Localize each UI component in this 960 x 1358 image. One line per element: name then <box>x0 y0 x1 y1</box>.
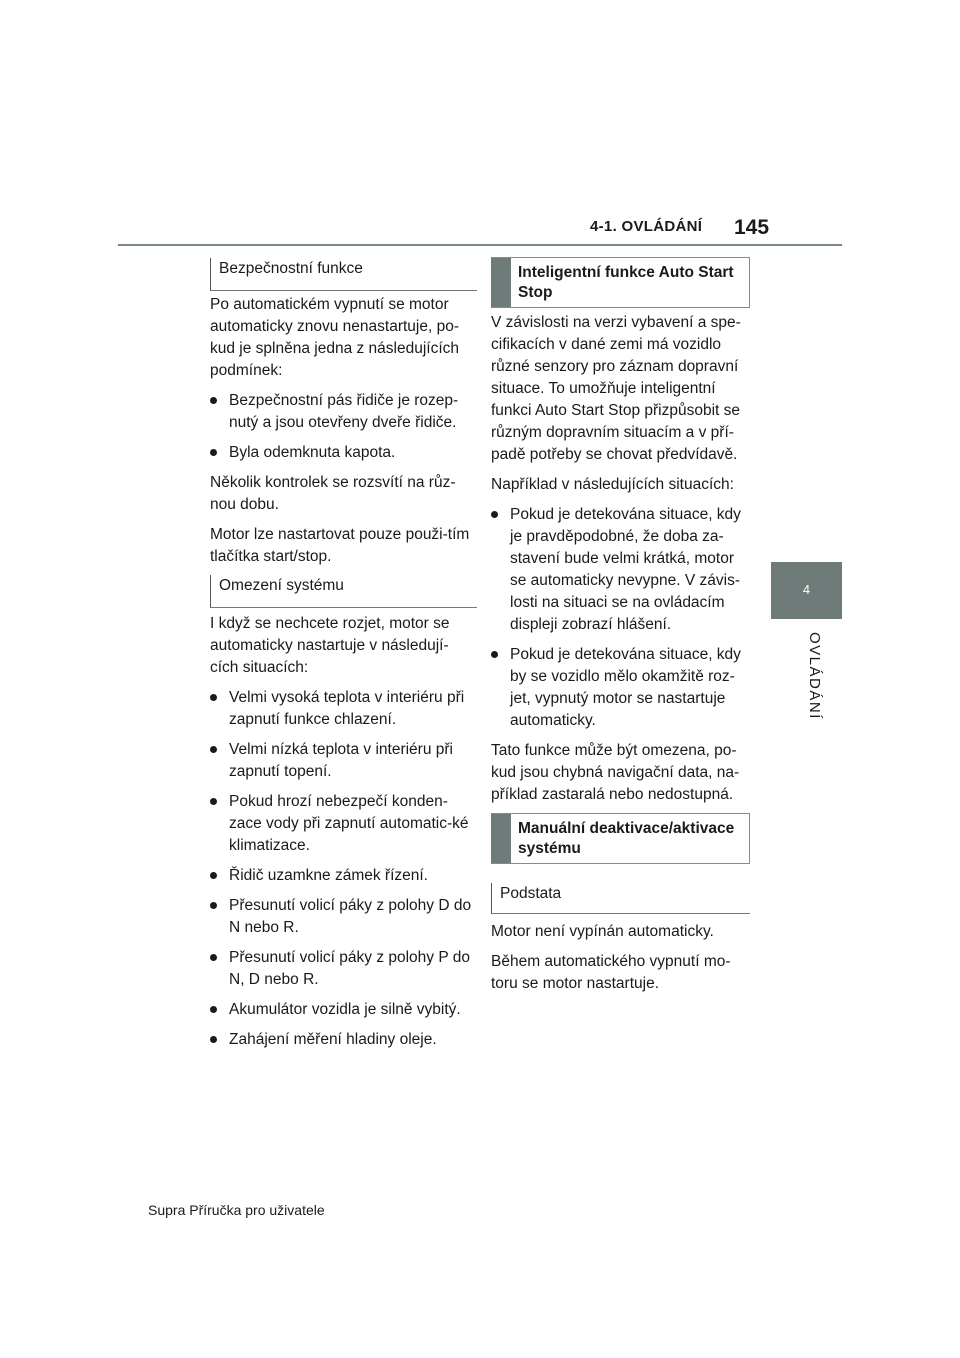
safety-text-1: Několik kontrolek se rozsvítí na růz-nou dobu. <box>210 474 456 513</box>
safety-text-2: Motor lze nastartovat pouze použi-tím tlačítka start/stop. <box>210 526 470 565</box>
header-divider <box>118 244 842 246</box>
principle-section <box>491 921 753 995</box>
list-item: Přesunutí volicí páky z polohy P do N, D nebo R. <box>210 947 472 991</box>
list-item: Bezpečnostní pás řidiče je rozep-nutý a jsou otevřeny dveře řidiče. <box>210 390 472 434</box>
heading-bar <box>491 814 511 863</box>
list-item: Zahájení měření hladiny oleje. <box>210 1029 472 1051</box>
example-intro: Například v následujících situacích: <box>491 476 734 493</box>
limits-intro: I když se nechcete rozjet, motor se automaticky nastartuje v následují-cích situacích: <box>210 615 450 676</box>
heading-intelligent-auto-start-stop <box>491 257 750 308</box>
list-item: Akumulátor vozidla je silně vybitý. <box>210 999 472 1021</box>
list-item: Pokud je detekována situace, kdy by se vozidlo mělo okamžitě roz-jet, vypnutý motor se nastartuje automaticky. <box>491 644 753 732</box>
heading-manual-deactivation <box>491 813 750 864</box>
page-number: 145 <box>734 216 770 239</box>
safety-intro: Po automatickém vypnutí se motor automaticky znovu nenastartuje, po-kud je splněna jedna z následujících podmínek: <box>210 296 460 379</box>
principle-text-1: Motor není vypínán automaticky. <box>491 923 714 940</box>
heading-text: Inteligentní funkce Auto Start Stop <box>518 264 734 301</box>
chapter-tab-label: OVLÁDÁNÍ <box>806 632 823 720</box>
principle-text-2: Během automatického vypnutí mo-toru se motor nastartuje. <box>491 953 731 992</box>
heading-system-limits: Omezení systému <box>210 575 477 608</box>
chapter-tab-number: 4 <box>802 582 811 597</box>
heading-principle: Podstata <box>491 883 750 914</box>
list-item: Byla odemknuta kapota. <box>210 442 472 464</box>
heading-bar <box>491 258 511 307</box>
list-item: Velmi vysoká teplota v interiéru při zapnutí funkce chlazení. <box>210 687 472 731</box>
heading-safety-functions: Bezpečnostní funkce <box>210 258 477 291</box>
limitation-text: Tato funkce může být omezena, po-kud jsou chybná navigační data, na-příklad zastaralá nebo nedostupná. <box>491 742 740 803</box>
safety-section <box>210 294 472 568</box>
intelligent-text: V závislosti na verzi vybavení a spe-cifikacích v dané zemi má vozidlo různé senzory pro záznam dopravní situace. To umožňuje inteligentní funkci Auto Start Stop přizpůsobit se různým dopravním situacím a v pří-padě potřeby se chovat předvídavě. <box>491 314 741 463</box>
list-item: Pokud hrozí nebezpečí konden-zace vody při zapnutí automatic-ké klimatizace. <box>210 791 472 857</box>
list-item: Řidič uzamkne zámek řízení. <box>210 865 472 887</box>
footer-text: Supra Příručka pro uživatele <box>148 1202 325 1218</box>
list-item: Pokud je detekována situace, kdy je pravděpodobné, že doba za-stavení bude velmi krátká, motor se automaticky nevypne. V závis-losti na situaci se na ovládacím displeji zobrazí hlášení. <box>491 504 753 636</box>
limits-section <box>210 613 472 1051</box>
list-item: Velmi nízká teplota v interiéru při zapnutí topení. <box>210 739 472 783</box>
list-item: Přesunutí volicí páky z polohy D do N nebo R. <box>210 895 472 939</box>
intelligent-section <box>491 312 753 806</box>
heading-text: Manuální deaktivace/aktivace systému <box>518 820 735 857</box>
section-title: 4-1. OVLÁDÁNÍ <box>590 218 703 235</box>
